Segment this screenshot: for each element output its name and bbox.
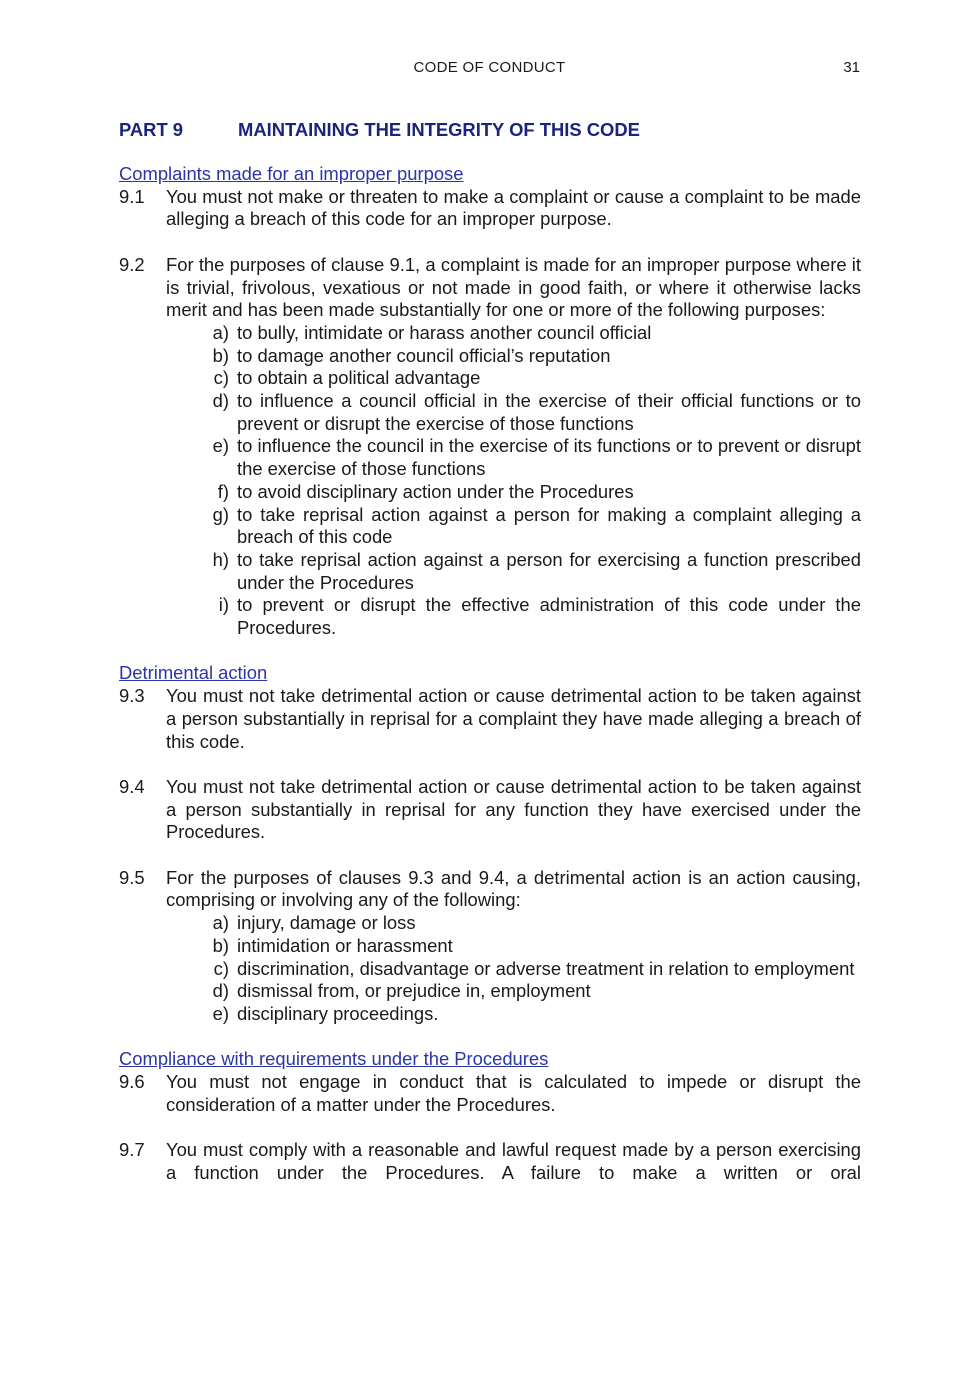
list-item bbox=[166, 958, 861, 981]
clause-9-7 bbox=[119, 1139, 861, 1184]
list-item-label: f) bbox=[217, 480, 229, 502]
section-detrimental-action bbox=[119, 662, 861, 1025]
list-item bbox=[166, 980, 861, 1003]
page-content bbox=[119, 118, 861, 1207]
clause-9-3 bbox=[119, 685, 861, 753]
clause-text: For the purposes of clauses 9.3 and 9.4, a detrimental action is an action causing, comprising or involving any of the following: bbox=[166, 866, 861, 911]
clause-text: For the purposes of clause 9.1, a complaint is made for an improper purpose where it is trivial, frivolous, vexatious or not made in good faith, or where it otherwise lacks merit and has been made substantially for one or more of the following purposes: bbox=[166, 253, 861, 321]
list-item-label: d) bbox=[212, 390, 229, 412]
clause-9-6 bbox=[119, 1071, 861, 1116]
list-item-text: to take reprisal action against a person for making a complaint alleging a breach of this code bbox=[237, 503, 861, 548]
clause-9-4 bbox=[119, 776, 861, 844]
clause-9-5 bbox=[119, 867, 861, 1026]
list-item-label: h) bbox=[212, 548, 229, 570]
list-item-label: b) bbox=[212, 344, 229, 366]
list-item-text: to influence the council in the exercise of its functions or to prevent or disrupt the exercise of those functions bbox=[237, 435, 861, 480]
list-item bbox=[166, 912, 861, 935]
list-item bbox=[166, 1003, 861, 1026]
list-item-label: a) bbox=[212, 912, 229, 934]
list-item-text: to damage another council official’s reputation bbox=[237, 344, 611, 366]
clause-text: You must not engage in conduct that is calculated to impede or disrupt the consideration of a matter under the Procedures. bbox=[166, 1071, 861, 1115]
clause-text: You must not take detrimental action or cause detrimental action to be taken against a person substantially in reprisal for any function they have exercised under the Procedures. bbox=[166, 775, 861, 843]
clause-number: 9.5 bbox=[119, 866, 145, 888]
list-item-label: g) bbox=[212, 503, 229, 525]
list-item-label: b) bbox=[212, 934, 229, 956]
section-compliance-procedures bbox=[119, 1048, 861, 1184]
list-item bbox=[166, 504, 861, 549]
clause-number: 9.3 bbox=[119, 685, 145, 707]
list-item bbox=[166, 481, 861, 504]
list-item bbox=[166, 549, 861, 594]
section-heading: Detrimental action bbox=[119, 662, 268, 684]
list-item bbox=[166, 390, 861, 435]
list-item-label: d) bbox=[212, 980, 229, 1002]
list-item bbox=[166, 345, 861, 368]
clause-text: You must not make or threaten to make a complaint or cause a complaint to be made alleging a breach of this code for an improper purpose. bbox=[166, 185, 861, 230]
part-title: MAINTAINING THE INTEGRITY OF THIS CODE bbox=[238, 119, 640, 140]
detrimental-actions-list bbox=[166, 912, 861, 1026]
clause-text: You must not take detrimental action or cause detrimental action to be taken against a person substantially in reprisal for a complaint they have made alleging a breach of this code. bbox=[166, 685, 861, 752]
part-heading bbox=[119, 118, 861, 142]
clause-9-2 bbox=[119, 254, 861, 640]
page-number: 31 bbox=[843, 59, 860, 76]
list-item bbox=[166, 594, 861, 639]
list-item-label: e) bbox=[212, 1002, 229, 1024]
list-item-text: to avoid disciplinary action under the Procedures bbox=[237, 480, 634, 502]
section-heading: Compliance with requirements under the Procedures bbox=[119, 1048, 549, 1070]
list-item-text: injury, damage or loss bbox=[237, 912, 416, 934]
list-item-text: to take reprisal action against a person for exercising a function prescribed under the Procedures bbox=[237, 548, 861, 593]
clause-9-1 bbox=[119, 186, 861, 231]
clause-number: 9.7 bbox=[119, 1139, 145, 1161]
purposes-list bbox=[166, 322, 861, 640]
clause-number: 9.2 bbox=[119, 253, 145, 275]
list-item-text: dismissal from, or prejudice in, employment bbox=[237, 980, 591, 1002]
list-item-text: to prevent or disrupt the effective administration of this code under the Procedures. bbox=[237, 594, 861, 639]
list-item-label: c) bbox=[213, 367, 229, 389]
list-item bbox=[166, 935, 861, 958]
list-item bbox=[166, 435, 861, 480]
list-item-text: intimidation or harassment bbox=[237, 934, 453, 956]
list-item-text: disciplinary proceedings. bbox=[237, 1002, 439, 1024]
list-item bbox=[166, 322, 861, 345]
list-item-text: to influence a council official in the exercise of their official functions or to prevent or disrupt the exercise of those functions bbox=[237, 390, 861, 434]
clause-text: You must comply with a reasonable and lawful request made by a person exercising a function under the Procedures. A failure to make a written or oral bbox=[166, 1139, 861, 1183]
part-number: PART 9 bbox=[119, 119, 184, 140]
clause-number: 9.6 bbox=[119, 1071, 145, 1093]
list-item-text: discrimination, disadvantage or adverse treatment in relation to employment bbox=[237, 957, 855, 979]
section-heading: Complaints made for an improper purpose bbox=[119, 163, 464, 184]
clause-number: 9.4 bbox=[119, 775, 145, 797]
list-item-text: to obtain a political advantage bbox=[237, 367, 481, 389]
list-item-label: i) bbox=[218, 594, 229, 616]
section-improper-purpose bbox=[119, 163, 861, 640]
list-item-text: to bully, intimidate or harass another council official bbox=[237, 321, 652, 343]
running-header-title: CODE OF CONDUCT bbox=[413, 59, 566, 76]
list-item-label: e) bbox=[212, 435, 229, 457]
list-item-label: c) bbox=[213, 957, 229, 979]
clause-number: 9.1 bbox=[119, 185, 145, 207]
list-item-label: a) bbox=[212, 321, 229, 343]
list-item bbox=[166, 367, 861, 390]
